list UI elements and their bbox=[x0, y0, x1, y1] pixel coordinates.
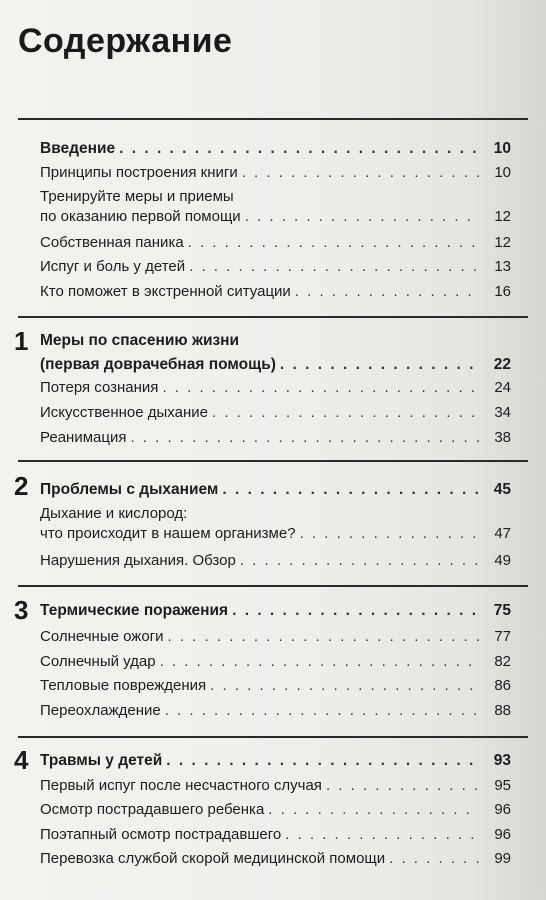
page-number: 10 bbox=[494, 164, 511, 181]
entry-title: Осмотр пострадавшего ребенка bbox=[40, 801, 265, 818]
entry-title: Солнечный удар bbox=[40, 653, 156, 670]
dot-leader bbox=[188, 233, 479, 253]
page-number: 45 bbox=[493, 481, 511, 498]
entry-title: Дыхание и кислород: bbox=[40, 505, 188, 522]
page-number: 12 bbox=[494, 234, 511, 251]
page-number: 10 bbox=[493, 140, 511, 157]
toc-entry[interactable] bbox=[40, 187, 511, 227]
chapter-number: 4 bbox=[14, 745, 29, 775]
dot-leader bbox=[242, 163, 479, 183]
toc-entry[interactable] bbox=[40, 257, 511, 277]
section-divider bbox=[18, 118, 528, 120]
page-number: 82 bbox=[494, 653, 511, 670]
section-divider bbox=[18, 316, 528, 318]
page-number: 13 bbox=[494, 258, 511, 275]
entry-title: Потеря сознания bbox=[40, 379, 159, 396]
toc-entry[interactable] bbox=[40, 504, 511, 544]
section-divider bbox=[18, 585, 528, 587]
toc-entry[interactable] bbox=[40, 233, 511, 253]
page-number: 86 bbox=[494, 677, 511, 694]
dot-leader bbox=[268, 800, 479, 820]
toc-entry[interactable] bbox=[40, 652, 511, 672]
page-number: 75 bbox=[493, 602, 511, 619]
dot-leader bbox=[212, 403, 479, 423]
dot-leader bbox=[300, 524, 479, 544]
entry-title: по оказанию первой помощи bbox=[40, 208, 241, 225]
dot-leader bbox=[240, 551, 479, 571]
toc-entry[interactable] bbox=[40, 378, 511, 398]
dot-leader bbox=[295, 282, 479, 302]
toc-entry[interactable] bbox=[40, 627, 511, 647]
entry-title: Собственная паника bbox=[40, 234, 184, 251]
entry-title: Принципы построения книги bbox=[40, 164, 238, 181]
entry-title: Первый испуг после несчастного случая bbox=[40, 777, 322, 794]
toc-entry[interactable] bbox=[40, 403, 511, 423]
page-number: 34 bbox=[494, 404, 511, 421]
toc-chapter-heading[interactable] bbox=[40, 480, 511, 500]
dot-leader bbox=[162, 378, 479, 398]
toc-intro-heading[interactable] bbox=[40, 139, 511, 159]
page-number: 47 bbox=[494, 525, 511, 542]
entry-title: Проблемы с дыханием bbox=[40, 481, 219, 498]
entry-title: Кто поможет в экстренной ситуации bbox=[40, 283, 291, 300]
chapter-number: 2 bbox=[14, 471, 29, 501]
entry-title: Переохлаждение bbox=[40, 702, 161, 719]
toc-chapter-heading[interactable] bbox=[40, 751, 511, 771]
dot-leader bbox=[285, 825, 479, 845]
page-title: Содержание bbox=[18, 22, 233, 60]
dot-leader bbox=[165, 701, 479, 721]
entry-title: Тепловые повреждения bbox=[40, 677, 207, 694]
toc-chapter-heading[interactable] bbox=[40, 601, 511, 621]
entry-title: Термические поражения bbox=[40, 602, 229, 619]
toc-entry[interactable] bbox=[40, 776, 511, 796]
dot-leader bbox=[119, 139, 479, 159]
entry-title: Испуг и боль у детей bbox=[40, 258, 186, 275]
dot-leader bbox=[168, 627, 479, 647]
toc-entry[interactable] bbox=[40, 849, 511, 869]
page-number: 22 bbox=[493, 356, 511, 373]
section-divider bbox=[18, 460, 528, 462]
toc-entry[interactable] bbox=[40, 163, 511, 183]
dot-leader bbox=[280, 355, 479, 375]
toc-entry[interactable] bbox=[40, 825, 511, 845]
entry-title: Реанимация bbox=[40, 429, 127, 446]
page-number: 24 bbox=[494, 379, 511, 396]
entry-title: Перевозка службой скорой медицинской помощи bbox=[40, 850, 386, 867]
dot-leader bbox=[130, 428, 479, 448]
page-number: 96 bbox=[494, 826, 511, 843]
entry-title: Тренируйте меры и приемы bbox=[40, 188, 234, 205]
entry-title: Искусственное дыхание bbox=[40, 404, 208, 421]
toc-chapter-heading[interactable] bbox=[40, 331, 511, 375]
dot-leader bbox=[245, 207, 479, 227]
entry-title: Нарушения дыхания. Обзор bbox=[40, 552, 236, 569]
chapter-number: 1 bbox=[14, 326, 29, 356]
page-number: 38 bbox=[494, 429, 511, 446]
entry-title: Солнечные ожоги bbox=[40, 628, 164, 645]
entry-title: Поэтапный осмотр пострадавшего bbox=[40, 826, 282, 843]
toc-entry[interactable] bbox=[40, 800, 511, 820]
toc-entry[interactable] bbox=[40, 701, 511, 721]
dot-leader bbox=[232, 601, 479, 621]
page-number: 49 bbox=[494, 552, 511, 569]
page-number: 95 bbox=[494, 777, 511, 794]
page-number: 16 bbox=[494, 283, 511, 300]
page-number: 88 bbox=[494, 702, 511, 719]
chapter-number: 3 bbox=[14, 595, 29, 625]
page-number: 93 bbox=[493, 752, 511, 769]
toc-entry[interactable] bbox=[40, 676, 511, 696]
entry-title: что происходит в нашем организме? bbox=[40, 525, 296, 542]
dot-leader bbox=[166, 751, 479, 771]
dot-leader bbox=[326, 776, 479, 796]
dot-leader bbox=[389, 849, 479, 869]
page-number: 77 bbox=[494, 628, 511, 645]
dot-leader bbox=[160, 652, 479, 672]
page-number: 99 bbox=[494, 850, 511, 867]
dot-leader bbox=[222, 480, 479, 500]
toc-entry[interactable] bbox=[40, 551, 511, 571]
section-divider bbox=[18, 736, 528, 738]
page-number: 12 bbox=[494, 208, 511, 225]
toc-entry[interactable] bbox=[40, 282, 511, 302]
toc-entry[interactable] bbox=[40, 428, 511, 448]
entry-title: Травмы у детей bbox=[40, 752, 163, 769]
entry-title: (первая доврачебная помощь) bbox=[40, 356, 276, 373]
page-number: 96 bbox=[494, 801, 511, 818]
dot-leader bbox=[210, 676, 479, 696]
entry-title: Меры по спасению жизни bbox=[40, 332, 240, 349]
entry-title: Введение bbox=[40, 140, 116, 157]
dot-leader bbox=[189, 257, 479, 277]
